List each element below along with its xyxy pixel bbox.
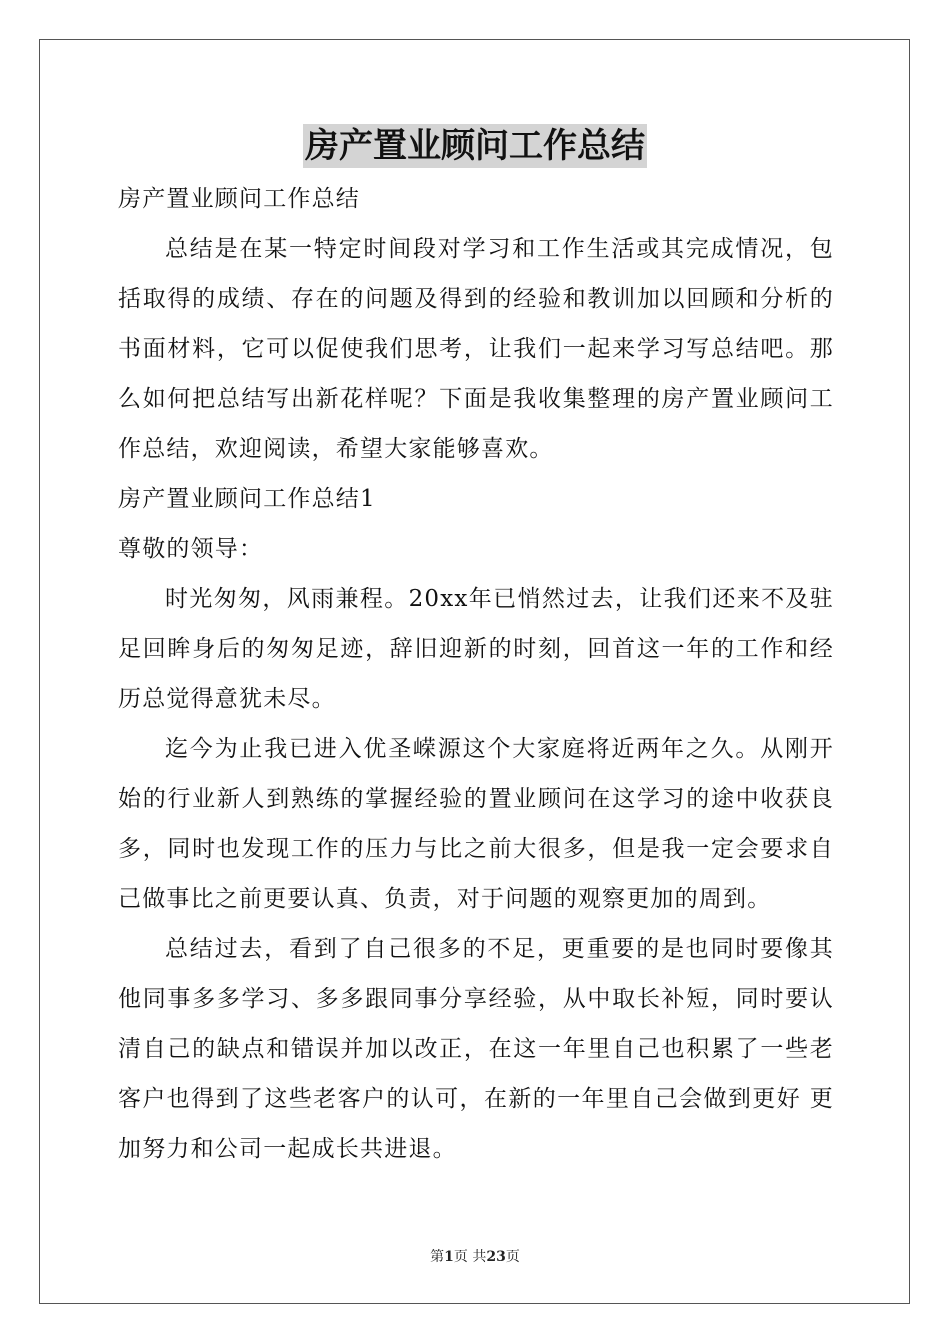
- body-paragraph: 总结过去，看到了自己很多的不足，更重要的是也同时要像其他同事多多学习、多多跟同事分享经验，从中取长补短，同时要认清自己的缺点和错误并加以改正，在这一年里自己也积累了一些老客户也得到了这些老客户的认可，在新的一年里自己会做到更好 更加努力和公司一起成长共进退。: [118, 936, 834, 1162]
- page-suffix: 页: [505, 1249, 520, 1265]
- page-mid: 页 共: [453, 1249, 487, 1265]
- body-paragraph: 时光匆匆，风雨兼程。20xx年已悄然过去，让我们还来不及驻足回眸身后的匆匆足迹，辞旧迎新的时刻，回首这一年的工作和经历总觉得意犹未尽。: [118, 586, 834, 712]
- intro-paragraph: 总结是在某一特定时间段对学习和工作生活或其完成情况，包括取得的成绩、存在的问题及得到的经验和教训加以回顾和分析的书面材料，它可以促使我们思考，让我们一起来学习写总结吧。那么如何把总结写出新花样呢？下面是我收集整理的房产置业顾问工作总结，欢迎阅读，希望大家能够喜欢。: [118, 236, 834, 462]
- current-page-number: 1: [444, 1249, 454, 1265]
- page-footer: [0, 1248, 950, 1266]
- document-title: 房产置业顾问工作总结: [305, 126, 645, 166]
- salutation: 尊敬的领导：: [118, 536, 264, 562]
- document-body: [118, 174, 834, 1174]
- total-page-count: 23: [486, 1249, 506, 1265]
- title-block: [0, 124, 950, 168]
- document-subtitle: 房产置业顾问工作总结: [118, 186, 360, 212]
- page-prefix: 第: [430, 1249, 445, 1265]
- section-heading: 房产置业顾问工作总结1: [118, 486, 376, 512]
- body-paragraph: 迄今为止我已进入优圣嵘源这个大家庭将近两年之久。从刚开始的行业新人到熟练的掌握经验的置业顾问在这学习的途中收获良多，同时也发现工作的压力与比之前大很多，但是我一定会要求自己做事比之前更要认真、负责，对于问题的观察更加的周到。: [118, 736, 834, 912]
